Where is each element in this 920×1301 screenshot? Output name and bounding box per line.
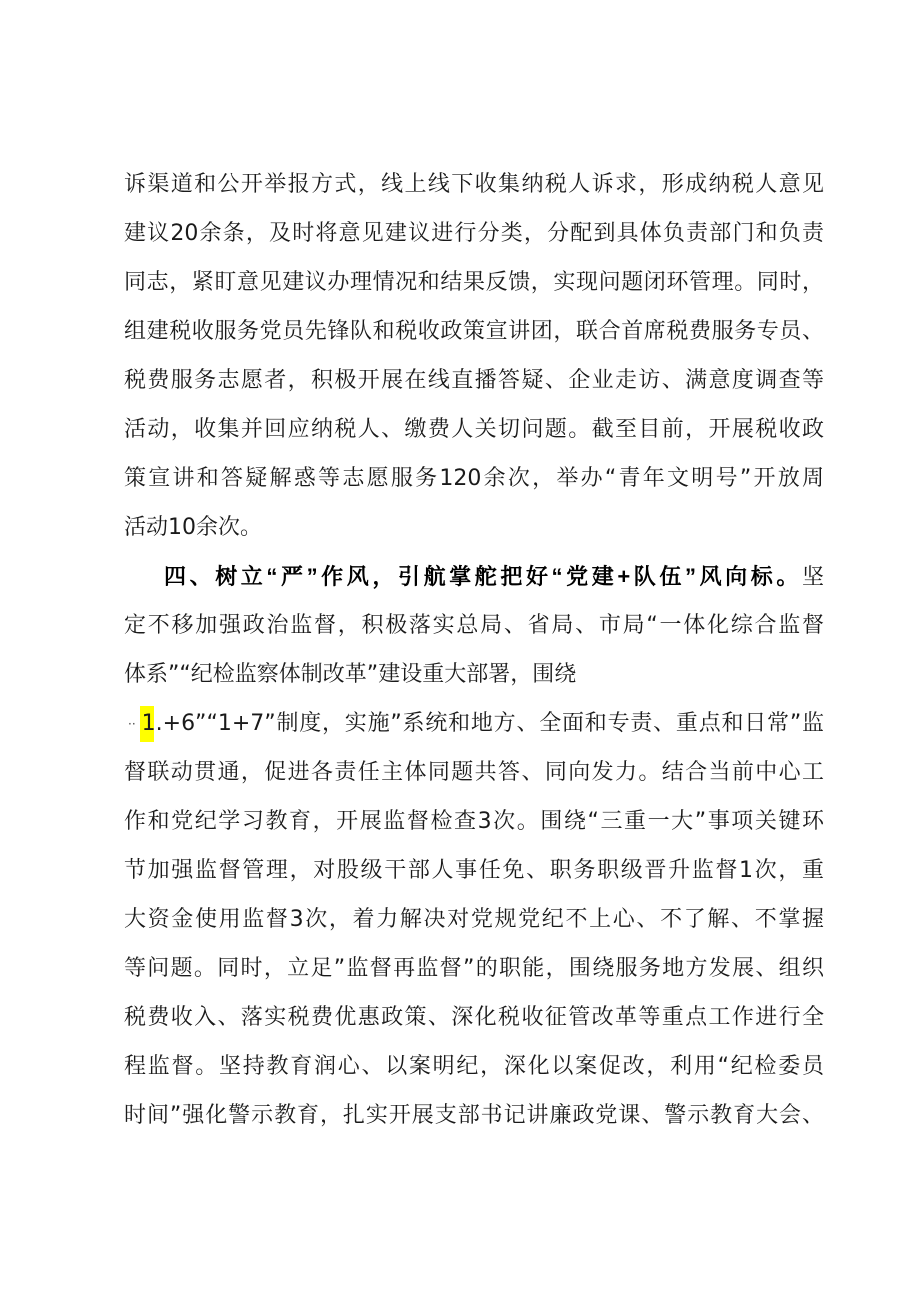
paragraph-line: 作和党纪学习教育，开展监督检查3次。围绕“三重一大”事项关键环 (124, 809, 824, 834)
paragraph-line: 节加强监督管理，对股级干部人事任免、职务职级晋升监督1次，重 (124, 858, 824, 883)
paragraph-line: 体系”“纪检监察体制改革”建设重大部署，围绕 (124, 662, 577, 687)
paragraph-line: 等问题。同时，立足”监督再监督”的职能，围绕服务地方发展、组织 (124, 956, 824, 981)
paragraph-line: 诉渠道和公开举报方式，线上线下收集纳税人诉求，形成纳税人意见 (124, 172, 824, 197)
paragraph-line: 建议20余条，及时将意见建议进行分类，分配到具体负责部门和负责 (124, 221, 824, 246)
paragraph-line: 税费服务志愿者，积极开展在线直播答疑、企业走访、满意度调查等 (124, 368, 824, 393)
paragraph-line-text: 1.+6”“1+7”制度，实施”系统和地方、全面和专责、重点和日常”监 (141, 711, 824, 736)
paragraph-line: 督联动贯通，促进各责任主体同题共答、同向发力。结合当前中心工 (124, 760, 824, 785)
section-heading-tail: 坚 (801, 565, 824, 590)
paragraph-line: 组建税收服务党员先锋队和税收政策宣讲团，联合首席税费服务专员、 (124, 319, 824, 344)
paragraph-line: 活动10余次。 (124, 515, 262, 540)
paragraph-line: 同志，紧盯意见建议办理情况和结果反馈，实现问题闭环管理。同时， (124, 270, 824, 295)
section-heading-line (164, 557, 824, 597)
paragraph-line: 定不移加强政治监督，积极落实总局、省局、市局“一体化综合监督 (124, 613, 824, 638)
paragraph-line: 大资金使用监督3次，着力解决对党规党纪不上心、不了解、不掌握 (124, 907, 824, 932)
paragraph-line (128, 704, 824, 744)
paragraph-line: 策宣讲和答疑解惑等志愿服务120余次，举办“青年文明号”开放周 (124, 466, 824, 491)
section-heading: 四、树立“严”作风，引航掌舵把好“党建+队伍”风向标。 (164, 564, 802, 589)
leading-mark: ·· (128, 717, 136, 731)
paragraph-line: 程监督。坚持教育润心、以案明纪，深化以案促改，利用“纪检委员 (124, 1054, 824, 1079)
paragraph-line: 税费收入、落实税费优惠政策、深化税收征管改革等重点工作进行全 (124, 1005, 824, 1030)
paragraph-line: 活动，收集并回应纳税人、缴费人关切问题。截至目前，开展税收政 (124, 417, 824, 442)
paragraph-line: 时间”强化警示教育，扎实开展支部书记讲廉政党课、警示教育大会、 (124, 1103, 824, 1128)
